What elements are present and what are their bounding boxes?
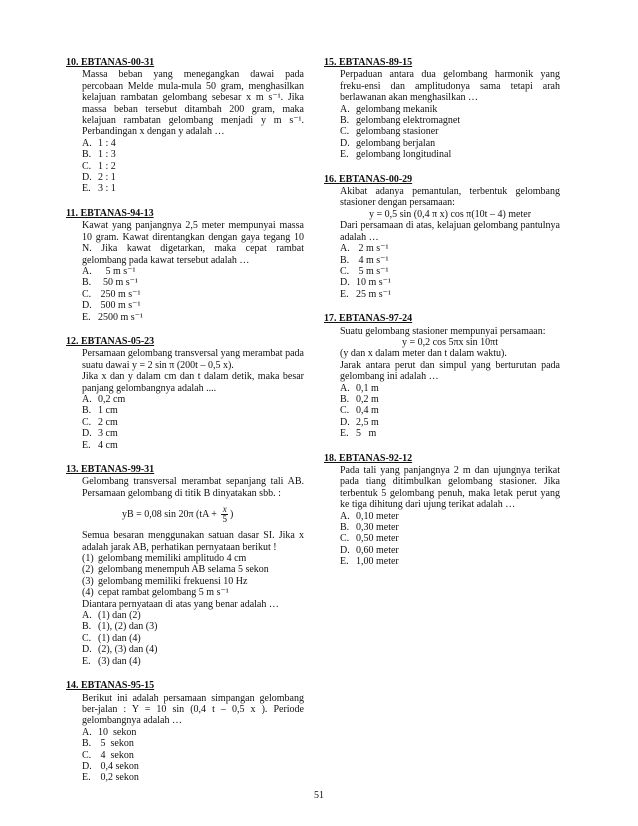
statement-label: (4): [82, 587, 94, 599]
answer-option-label: B.: [340, 522, 350, 534]
answer-option: [82, 138, 304, 149]
answer-option-text: 2 : 1: [98, 172, 116, 184]
question-body: [82, 693, 304, 784]
answer-option-label: D.: [340, 137, 350, 149]
answer-option-label: C.: [82, 632, 92, 644]
answer-option-list: [340, 511, 560, 568]
answer-option: [340, 511, 560, 522]
answer-option-label: D.: [340, 416, 350, 428]
answer-option-label: E.: [340, 556, 349, 568]
question-block: [66, 57, 304, 195]
question-text: Pada tali yang panjangnya 2 m dan ujungnya terikat pada tiang ditimbulkan gelombang stasioner. Jika terbentuk 5 gelombang penuh, maka letak perut yang ke tiga dihitung dari ujung terikat adalah …: [340, 465, 560, 511]
answer-option-text: 0,60 meter: [356, 544, 399, 556]
question-text: Berikut ini adalah persamaan simpangan gelombang ber-jalan : Y = 10 sin (0,4 t – 0,5 x ). Periode gelombangnya adalah …: [82, 692, 304, 727]
statement-text: cepat rambat gelombang 5 m s⁻¹: [98, 587, 229, 599]
answer-option: [82, 161, 304, 172]
answer-option-list: [82, 138, 304, 195]
question-block: [66, 680, 304, 784]
answer-option-text: 3 cm: [98, 428, 118, 440]
question-text: Perpaduan antara dua gelombang harmonik yang freku-ensi dan amplitudonya sama tetapi arah berlawanan akan menghasilkan …: [340, 69, 560, 104]
answer-option-label: A.: [82, 393, 92, 405]
answer-option-list: [340, 243, 560, 300]
answer-option-label: C.: [82, 160, 92, 172]
answer-option-label: B.: [82, 738, 92, 750]
answer-option-text: 2,5 m: [356, 416, 379, 428]
answer-option-label: E.: [340, 149, 349, 161]
answer-option-text: 4 cm: [98, 439, 118, 451]
answer-option: [340, 289, 560, 300]
equation-part: ): [229, 509, 234, 521]
answer-option-text: 1 : 2: [98, 160, 116, 172]
statement-text: gelombang memiliki amplitudo 4 cm: [98, 553, 247, 565]
answer-option-label: D.: [340, 277, 350, 289]
question-text: Gelombang transversal merambat sepanjang tali AB. Persamaan gelombang di titik B dinyatakan sbb. :: [82, 476, 304, 499]
question-block: [66, 464, 304, 667]
answer-option-list: [82, 727, 304, 784]
question-title: 15. EBTANAS-89-15: [324, 57, 413, 68]
question-text: Persamaan gelombang transversal yang merambat pada suatu dawai y = 2 sin π (200t – 0,5 x).: [82, 348, 304, 371]
answer-option-label: D.: [340, 544, 350, 556]
answer-option: [82, 610, 304, 621]
answer-option-label: B.: [340, 115, 350, 127]
answer-option-text: 1,00 meter: [356, 556, 399, 568]
answer-option-label: E.: [340, 288, 349, 300]
answer-option-label: B.: [340, 254, 350, 266]
answer-option-text: 2 cm: [98, 416, 118, 428]
answer-option: [82, 633, 304, 644]
answer-option-label: C.: [82, 288, 92, 300]
answer-option: [82, 172, 304, 183]
answer-option-text: 500 m s⁻¹: [98, 300, 141, 312]
question-body: [82, 220, 304, 323]
question-text: Jika x dan y dalam cm dan t dalam detik, maka besar panjang gelombangnya adalah ....: [82, 371, 304, 394]
question-block: [324, 453, 560, 568]
answer-option: [82, 761, 304, 772]
answer-option-text: 25 m s⁻¹: [356, 288, 391, 300]
answer-option: [82, 300, 304, 311]
answer-option-label: E.: [82, 772, 91, 784]
statement: [82, 564, 304, 575]
answer-option-label: D.: [82, 760, 92, 772]
answer-option-text: (2), (3) dan (4): [98, 644, 158, 656]
question-text: (y dan x dalam meter dan t dalam waktu).: [340, 348, 507, 360]
answer-option-list: [82, 610, 304, 667]
answer-option-label: D.: [82, 644, 92, 656]
answer-option-label: C.: [82, 749, 92, 761]
answer-option-text: 1 cm: [98, 405, 118, 417]
statement: [82, 576, 304, 587]
answer-option: [340, 428, 560, 439]
answer-option: [340, 104, 560, 115]
answer-option-label: E.: [82, 183, 91, 195]
answer-option-label: E.: [82, 439, 91, 451]
answer-option-text: 0,2 m: [356, 393, 379, 405]
answer-option-list: [340, 104, 560, 161]
answer-option: [82, 149, 304, 160]
question-title: 12. EBTANAS-05-23: [66, 335, 155, 347]
answer-option: [82, 277, 304, 288]
answer-option-text: 10 sekon: [98, 726, 137, 738]
answer-option-label: B.: [82, 149, 92, 161]
statement-list: [82, 553, 304, 599]
question-body: [340, 69, 560, 160]
answer-option-text: 0,2 sekon: [98, 772, 139, 784]
answer-option: [82, 289, 304, 300]
answer-option-label: B.: [82, 621, 92, 633]
answer-option-text: 0,30 meter: [356, 522, 399, 534]
left-column: [66, 57, 304, 797]
answer-option: [340, 277, 560, 288]
answer-option-label: C.: [340, 126, 350, 138]
question-text: Kawat yang panjangnya 2,5 meter mempunyai massa 10 gram. Kawat direntangkan dengan gaya tegang 10 N. Jika kawat digetarkan, maka cepat rambat gelombang pada kawat tersebut adalah …: [82, 220, 304, 266]
answer-option: [340, 149, 560, 160]
question-text: Jarak antara perut dan simpul yang berturutan pada gelombang ini adalah …: [340, 359, 560, 383]
answer-option: [340, 266, 560, 277]
question-title: 14. EBTANAS-95-15: [66, 680, 155, 692]
question-block: [324, 57, 560, 161]
question-title: 18. EBTANAS-92-12: [324, 452, 413, 464]
answer-option-text: (1) dan (4): [98, 632, 141, 644]
answer-option-list: [82, 394, 304, 451]
answer-option: [340, 126, 560, 137]
answer-option-text: 5 sekon: [98, 738, 134, 750]
question-title: 17. EBTANAS-97-24: [324, 313, 413, 325]
equation-part: yB = 0,08 sin 20π (tA +: [122, 509, 220, 521]
answer-option: [82, 312, 304, 323]
right-column: [324, 57, 560, 581]
statement: [82, 553, 304, 564]
question-text: Suatu gelombang stasioner mempunyai persamaan:: [340, 325, 546, 337]
answer-option-list: [340, 383, 560, 440]
question-text: Akibat adanya pemantulan, terbentuk gelombang stasioner dengan persamaan:: [340, 186, 560, 209]
question-text: Diantara pernyataan di atas yang benar adalah …: [82, 598, 279, 610]
answer-option-label: A.: [340, 382, 350, 394]
answer-option-text: gelombang mekanik: [356, 103, 438, 115]
answer-option-text: gelombang elektromagnet: [356, 115, 461, 127]
answer-option-label: A.: [82, 610, 92, 622]
statement: [82, 587, 304, 598]
answer-option-text: 4 m s⁻¹: [356, 254, 389, 266]
answer-option-text: 2500 m s⁻¹: [98, 311, 143, 323]
answer-option: [340, 394, 560, 405]
answer-option-label: E.: [340, 428, 349, 440]
question-block: [66, 336, 304, 451]
answer-option-text: gelombang stasioner: [356, 126, 439, 138]
question-body: [82, 348, 304, 451]
question-title: 13. EBTANAS-99-31: [66, 464, 155, 475]
answer-option: [340, 533, 560, 544]
answer-option-text: (1) dan (2): [98, 610, 141, 622]
answer-option: [340, 115, 560, 126]
answer-option-label: A.: [82, 265, 92, 277]
answer-option-text: 0,2 cm: [98, 393, 126, 405]
answer-option: [82, 183, 304, 194]
answer-option-label: A.: [340, 243, 350, 255]
answer-option-text: gelombang longitudinal: [356, 149, 452, 161]
answer-option-label: B.: [82, 405, 92, 417]
answer-option-label: B.: [340, 393, 350, 405]
answer-option: [340, 255, 560, 266]
answer-option-text: 50 m s⁻¹: [98, 277, 138, 289]
answer-option-label: C.: [340, 533, 350, 545]
answer-option: [82, 738, 304, 749]
wave-equation: y = 0,5 sin (0,4 π x) cos π(10t – 4) meter: [368, 208, 532, 220]
question-text: Massa beban yang menegangkan dawai pada percobaan Melde mula-mula 50 gram, menghasilkan kelajuan rambatan gelombang sebesar x m s⁻¹. Jika massa beban tersebut ditambah 200 gram, maka kelajuan rambatan gelombang menjadi y m s⁻¹. Perbandingan x dengan y adalah …: [82, 69, 304, 138]
fraction: [221, 505, 228, 524]
question-title: 10. EBTANAS-00-31: [66, 57, 155, 68]
answer-option-label: C.: [340, 405, 350, 417]
answer-option-label: D.: [82, 300, 92, 312]
answer-option: [82, 405, 304, 416]
answer-option: [82, 428, 304, 439]
answer-option: [82, 644, 304, 655]
answer-option-text: 0,4 sekon: [98, 760, 139, 772]
answer-option-text: gelombang berjalan: [356, 137, 436, 149]
answer-option-text: 0,4 m: [356, 405, 379, 417]
answer-option-text: 5 m: [356, 428, 377, 440]
answer-option-text: 1 : 4: [98, 137, 116, 149]
answer-option: [340, 545, 560, 556]
answer-option: [82, 394, 304, 405]
question-body: [340, 186, 560, 300]
fraction-denominator: 5: [222, 514, 227, 525]
answer-option: [82, 656, 304, 667]
answer-option-text: 2 m s⁻¹: [356, 243, 389, 255]
question-body: [340, 326, 560, 440]
answer-option-label: A.: [340, 510, 350, 522]
answer-option: [82, 440, 304, 451]
answer-option: [340, 417, 560, 428]
answer-option: [340, 138, 560, 149]
answer-option-text: 10 m s⁻¹: [356, 277, 391, 289]
question-text: Semua besaran menggunakan satuan dasar SI. Jika x adalah jarak AB, perhatikan pernyataan berikut !: [82, 530, 304, 553]
fraction-numerator: x: [222, 504, 227, 515]
answer-option: [82, 772, 304, 783]
wave-equation: y = 0,2 cos 5πx sin 10πt: [401, 336, 498, 348]
wave-equation: [82, 505, 304, 524]
statement-text: gelombang memiliki frekuensi 10 Hz: [98, 575, 248, 587]
question-block: [66, 208, 304, 323]
answer-option-label: B.: [82, 277, 92, 289]
statement-label: (2): [82, 564, 94, 576]
answer-option-text: 5 m s⁻¹: [356, 265, 389, 277]
answer-option-text: 250 m s⁻¹: [98, 288, 141, 300]
page-number: 51: [314, 790, 324, 801]
question-body: [340, 465, 560, 568]
answer-option: [82, 621, 304, 632]
answer-option-label: E.: [82, 655, 91, 667]
answer-option-text: 0,1 m: [356, 382, 379, 394]
question-block: [324, 174, 560, 300]
statement-label: (1): [82, 553, 94, 565]
answer-option-text: 4 sekon: [98, 749, 134, 761]
question-block: [324, 313, 560, 439]
answer-option: [340, 405, 560, 416]
statement-label: (3): [82, 575, 94, 587]
question-body: [82, 476, 304, 667]
statement-text: gelombang menempuh AB selama 5 sekon: [98, 564, 269, 576]
answer-option-label: C.: [82, 416, 92, 428]
answer-option-list: [82, 266, 304, 323]
answer-option-text: 0,10 meter: [356, 510, 399, 522]
answer-option-label: A.: [340, 103, 350, 115]
answer-option: [82, 417, 304, 428]
question-title: 16. EBTANAS-00-29: [324, 173, 413, 185]
answer-option: [340, 243, 560, 254]
answer-option: [82, 727, 304, 738]
question-title: 11. EBTANAS-94-13: [66, 207, 154, 219]
answer-option-label: A.: [82, 726, 92, 738]
answer-option-label: A.: [82, 137, 92, 149]
answer-option-text: 5 m s⁻¹: [98, 265, 136, 277]
answer-option-text: (1), (2) dan (3): [98, 621, 158, 633]
answer-option-text: 1 : 3: [98, 149, 116, 161]
answer-option-text: (3) dan (4): [98, 655, 141, 667]
answer-option: [340, 383, 560, 394]
question-text: Dari persamaan di atas, kelajuan gelombang pantulnya adalah …: [340, 220, 560, 243]
answer-option-text: 3 : 1: [98, 183, 116, 195]
answer-option: [340, 556, 560, 567]
answer-option-label: D.: [82, 172, 92, 184]
answer-option-label: E.: [82, 311, 91, 323]
answer-option: [82, 266, 304, 277]
question-body: [82, 69, 304, 194]
answer-option-label: D.: [82, 428, 92, 440]
answer-option: [340, 522, 560, 533]
answer-option: [82, 750, 304, 761]
answer-option-label: C.: [340, 265, 350, 277]
answer-option-text: 0,50 meter: [356, 533, 399, 545]
